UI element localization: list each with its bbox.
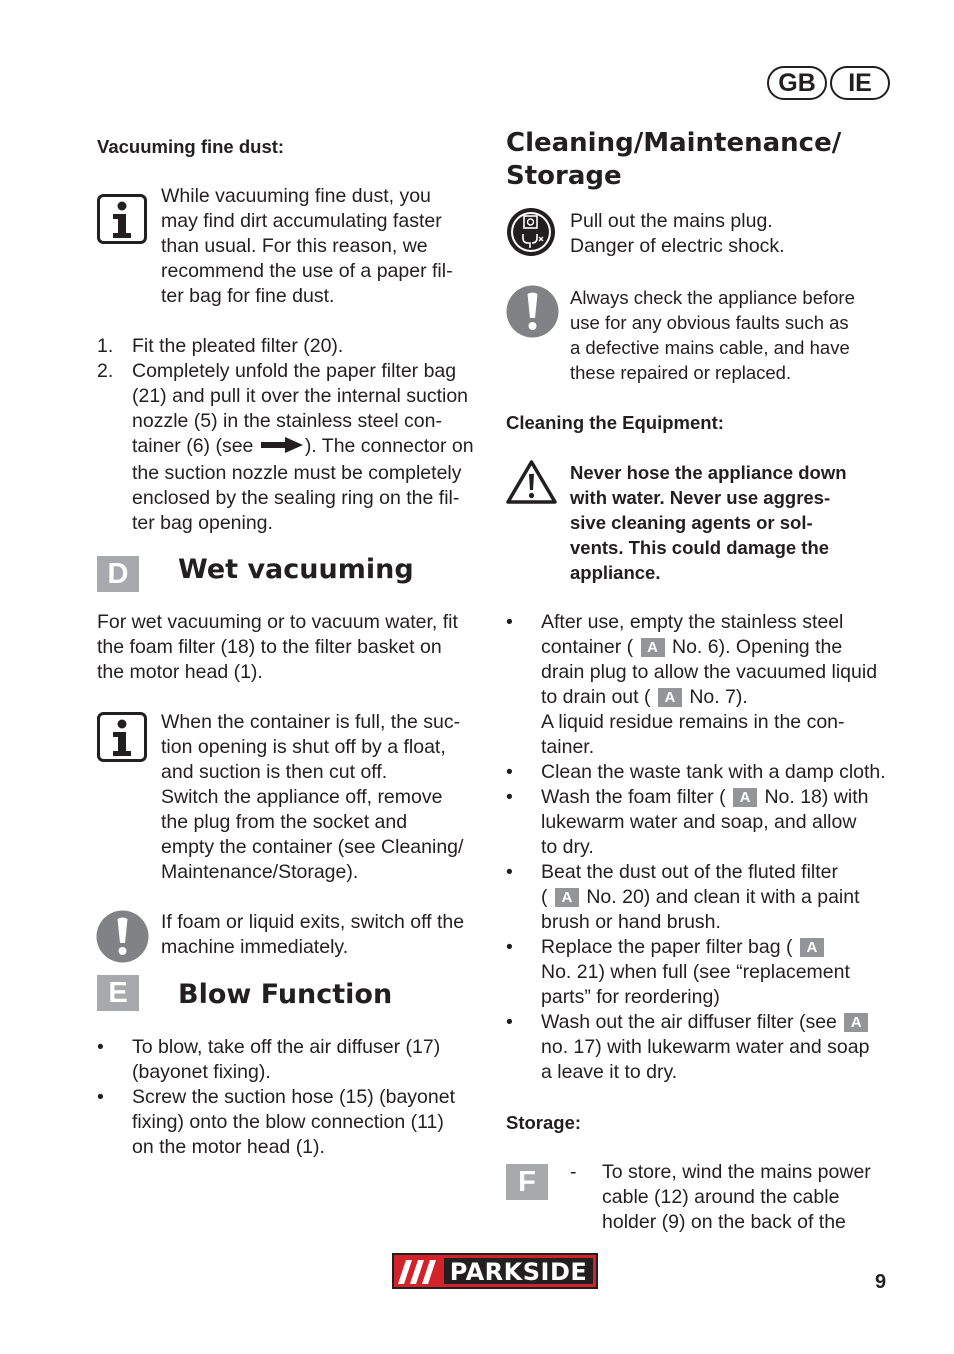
info-icon: [97, 194, 147, 244]
exclamation-icon: [96, 910, 149, 963]
fine-dust-note: While vacuuming fine dust, you may find dirt accumulating faster than usual. For this reason, we recommend the use of a paper fil- ter bag for fine dust.: [161, 185, 453, 307]
figure-a-marker: A: [733, 788, 757, 807]
list-item: • To blow, take off the air diffuser (17) (bayonet fixing).: [97, 1036, 441, 1083]
figure-a-marker: A: [800, 938, 824, 957]
list-item: • Clean the waste tank with a damp cloth.: [506, 761, 886, 783]
mains-plug-icon: [506, 207, 556, 257]
brand-name: PARKSIDE: [444, 1258, 593, 1284]
section-e-marker: E: [97, 975, 139, 1011]
blow-function-heading: Blow Function: [178, 979, 393, 1010]
list-item: 1. Fit the pleated filter (20).: [97, 335, 344, 357]
plug-note: Pull out the mains plug. Danger of electric shock.: [570, 210, 785, 257]
list-item: • Screw the suction hose (15) (bayonet fixing) onto the blow connection (11) on the motor head (1).: [97, 1086, 456, 1158]
steps-list: [97, 334, 492, 536]
cleaning-equipment-heading: Cleaning the Equipment:: [506, 412, 724, 433]
list-item: • Beat the dust out of the fluted filter ( A No. 20) and clean it with a paint brush or hand brush.: [506, 861, 860, 933]
brand-stripes-icon: [398, 1260, 442, 1284]
storage-dash: -: [570, 1161, 577, 1183]
list-item: • After use, empty the stainless steel container ( A No. 6). Opening the drain plug to allow the vacuumed liquid to drain out ( A No. 7). A liquid residue remains in the con- tainer.: [506, 611, 878, 758]
figure-a-marker: A: [844, 1013, 868, 1032]
cleaning-maintenance-heading: Cleaning/Maintenance/ Storage: [506, 128, 842, 191]
figure-a-marker: A: [658, 688, 682, 707]
arrow-right-icon: [261, 436, 303, 461]
list-item: • Wash the foam filter ( A No. 18) with lukewarm water and soap, and allow to dry.: [506, 786, 869, 858]
lang-badge-ie: IE: [830, 66, 890, 100]
list-item: • Wash out the air diffuser filter (see A no. 17) with lukewarm water and soap a leave it to dry.: [506, 1011, 870, 1083]
cleaning-bullets: [506, 610, 906, 1085]
storage-heading: Storage:: [506, 1112, 582, 1133]
storage-text: To store, wind the mains power cable (12) around the cable holder (9) on the back of the: [602, 1161, 871, 1233]
exclamation-icon: [506, 285, 559, 338]
fine-dust-heading: Vacuuming fine dust:: [97, 136, 285, 157]
check-note: Always check the appliance before use for any obvious faults such as a defective mains cable, and have these repaired or replaced.: [570, 287, 855, 383]
wet-paragraph: For wet vacuuming or to vacuum water, fit the foam filter (18) to the filter basket on the motor head (1).: [97, 611, 458, 683]
figure-a-marker: A: [641, 638, 665, 657]
wet-note: When the container is full, the suc- tion opening is shut off by a float, and suction is then cut off. Switch the appliance off, remove the plug from the socket and empty the container (see Cleaning/ Maintenance/Storage).: [161, 711, 464, 883]
figure-a-marker: A: [555, 888, 579, 907]
hose-warning: Never hose the appliance down with water. Never use aggres- sive cleaning agents or sol- vents. This could damage the appliance.: [570, 462, 847, 583]
list-item: • Replace the paper filter bag ( A No. 21) when full (see “replacement parts” for reordering): [506, 936, 850, 1008]
page-number: 9: [875, 1271, 887, 1293]
list-item: 2. Completely unfold the paper filter bag (21) and pull it over the internal suction nozzle (5) in the stainless steel con- tainer (6) (see ). The connector on the suction nozzle must be completely enclosed by the sealing ring on the fil- ter bag opening.: [97, 360, 474, 534]
lang-badge-gb: GB: [767, 66, 827, 100]
wet-vacuuming-heading: Wet vacuuming: [178, 554, 414, 585]
parkside-logo: [392, 1253, 598, 1289]
warning-triangle-icon: [505, 459, 558, 505]
blow-bullets: [97, 1035, 492, 1160]
info-icon: [97, 712, 147, 762]
foam-warning: If foam or liquid exits, switch off the machine immediately.: [161, 911, 465, 958]
section-d-marker: D: [97, 556, 139, 592]
section-f-marker: F: [506, 1164, 548, 1200]
